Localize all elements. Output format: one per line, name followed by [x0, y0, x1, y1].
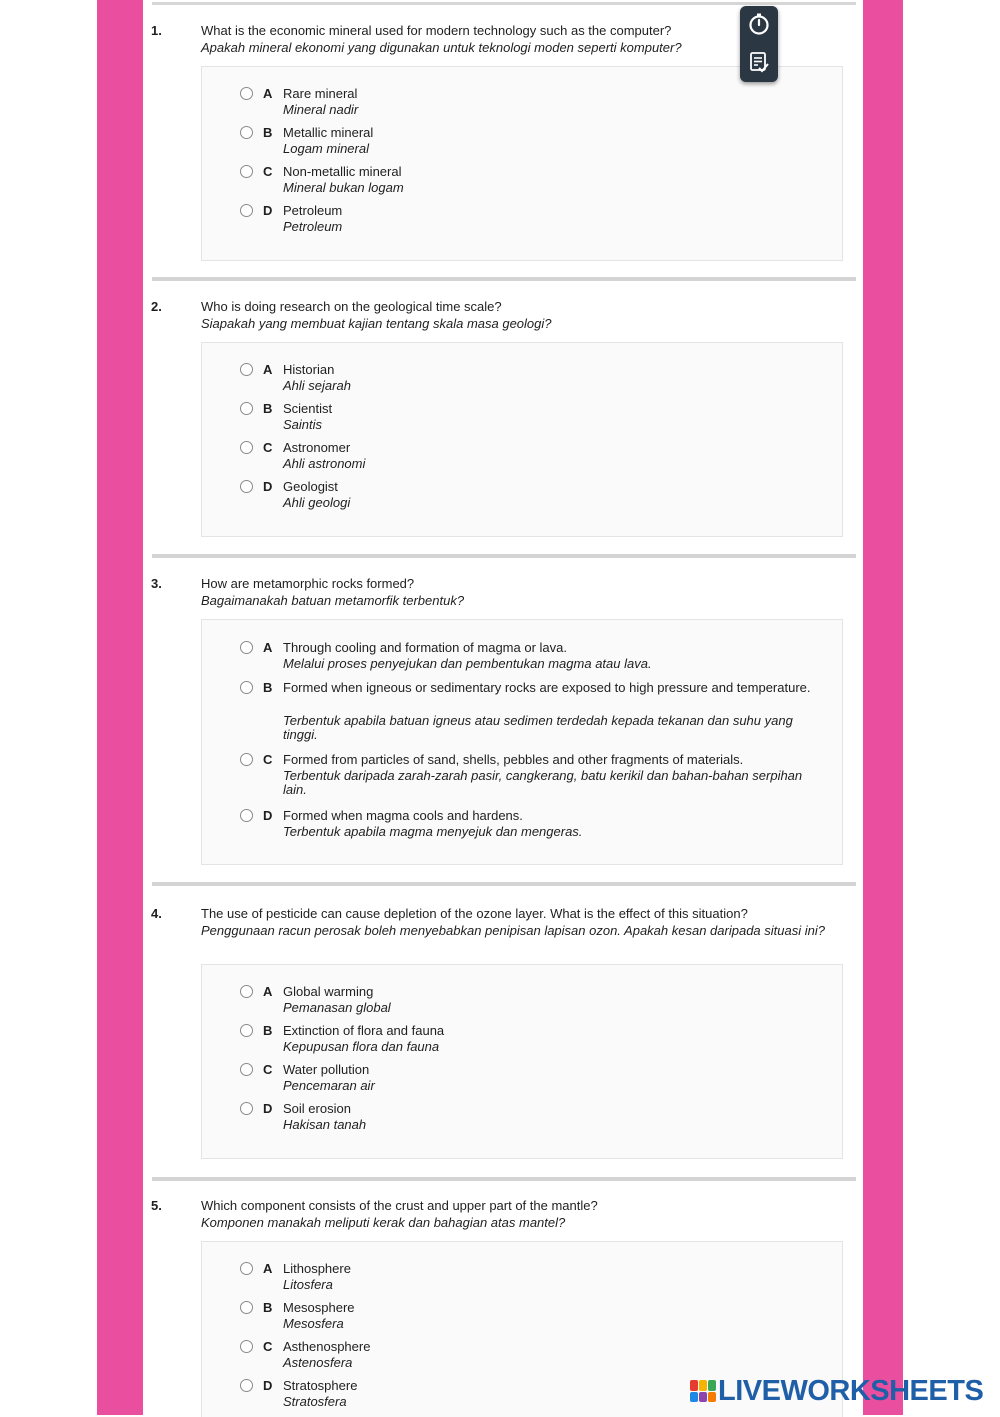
top-divider — [152, 2, 856, 5]
checklist-icon[interactable] — [747, 50, 771, 74]
option-text-en: Extinction of flora and fauna — [283, 1023, 445, 1038]
question-number: 5. — [151, 1198, 162, 1213]
logo-square — [708, 1392, 716, 1403]
question-text-en: How are metamorphic rocks formed? — [201, 576, 415, 591]
option-text-en: Stratosphere — [283, 1378, 358, 1393]
option-text-ms: Mesosfera — [283, 1316, 344, 1331]
question-divider — [152, 882, 856, 886]
brand-logo-icon — [690, 1380, 716, 1402]
brand-name: LIVEWORKSHEETS — [718, 1374, 984, 1407]
option-letter: D — [263, 1101, 273, 1116]
radio-button[interactable] — [240, 809, 253, 822]
option-text-ms: Petroleum — [283, 219, 343, 234]
option-letter: D — [263, 808, 273, 823]
question-divider — [152, 277, 856, 281]
radio-button[interactable] — [240, 480, 253, 493]
radio-button[interactable] — [240, 165, 253, 178]
option-text-ms: Pemanasan global — [283, 1000, 391, 1015]
question-number: 4. — [151, 906, 162, 921]
option-letter: C — [263, 440, 273, 455]
option-text-en: Formed from particles of sand, shells, pebbles and other fragments of materials. — [283, 752, 744, 767]
radio-button[interactable] — [240, 753, 253, 766]
option-text-ms: Ahli astronomi — [283, 456, 366, 471]
option-text-en: Soil erosion — [283, 1101, 351, 1116]
option-letter: D — [263, 479, 273, 494]
stopwatch-icon[interactable] — [747, 12, 771, 36]
radio-button[interactable] — [240, 1379, 253, 1392]
option-letter: C — [263, 1062, 273, 1077]
option-text-ms: Terbentuk apabila magma menyejuk dan mengeras. — [283, 824, 583, 839]
option-letter: A — [263, 640, 273, 655]
radio-button[interactable] — [240, 402, 253, 415]
option-text-en: Formed when magma cools and hardens. — [283, 808, 523, 823]
radio-button[interactable] — [240, 641, 253, 654]
radio-button[interactable] — [240, 126, 253, 139]
option-text-en: Scientist — [283, 401, 333, 416]
question-text-ms: Siapakah yang membuat kajian tentang skala masa geologi? — [201, 316, 552, 331]
radio-button[interactable] — [240, 681, 253, 694]
option-letter: B — [263, 680, 273, 695]
option-text-ms: Litosfera — [283, 1277, 333, 1292]
option-text-en: Asthenosphere — [283, 1339, 371, 1354]
question-text-en: Which component consists of the crust and upper part of the mantle? — [201, 1198, 598, 1213]
option-letter: C — [263, 1339, 273, 1354]
option-text-ms: Melalui proses penyejukan dan pembentukan magma atau lava. — [283, 656, 652, 671]
option-text-en: Metallic mineral — [283, 125, 374, 140]
floating-toolbar — [740, 6, 778, 82]
liveworksheets-brand — [690, 1375, 983, 1407]
option-letter: A — [263, 362, 273, 377]
option-text-ms: Hakisan tanah — [283, 1117, 367, 1132]
option-text-en: Non-metallic mineral — [283, 164, 402, 179]
option-text-ms: Saintis — [283, 417, 323, 432]
question-number: 3. — [151, 576, 162, 591]
option-letter: D — [263, 203, 273, 218]
question-text-ms: Bagaimanakah batuan metamorfik terbentuk? — [201, 593, 465, 608]
option-text-en: Petroleum — [283, 203, 343, 218]
option-text-ms: Kepupusan flora dan fauna — [283, 1039, 440, 1054]
option-text-ms: Astenosfera — [283, 1355, 353, 1370]
radio-button[interactable] — [240, 363, 253, 376]
radio-button[interactable] — [240, 204, 253, 217]
logo-square — [699, 1392, 707, 1403]
option-letter: B — [263, 125, 273, 140]
option-letter: A — [263, 86, 273, 101]
option-text-ms: Terbentuk apabila batuan igneus atau sedimen terdedah kepada tekanan dan suhu yang tinggi. — [283, 713, 793, 742]
option-text-en: Mesosphere — [283, 1300, 355, 1315]
radio-button[interactable] — [240, 87, 253, 100]
option-text-en: Historian — [283, 362, 335, 377]
option-text-en: Astronomer — [283, 440, 351, 455]
options-box — [201, 342, 843, 537]
question-text-ms: Penggunaan racun perosak boleh menyebabkan penipisan lapisan ozon. Apakah kesan daripada situasi ini? — [201, 923, 825, 938]
option-letter: B — [263, 1300, 273, 1315]
radio-button[interactable] — [240, 1262, 253, 1275]
option-text-ms: Ahli sejarah — [283, 378, 351, 393]
question-text-en: The use of pesticide can cause depletion of the ozone layer. What is the effect of this situation? — [201, 906, 748, 921]
option-letter: A — [263, 1261, 273, 1276]
option-text-en: Formed when igneous or sedimentary rocks are exposed to high pressure and temperature. — [283, 680, 811, 695]
options-box — [201, 66, 843, 261]
logo-square — [690, 1380, 698, 1391]
question-divider — [152, 554, 856, 558]
option-text-en: Through cooling and formation of magma or lava. — [283, 640, 567, 655]
question-text-en: What is the economic mineral used for modern technology such as the computer? — [201, 23, 672, 38]
option-text-ms: Terbentuk daripada zarah-zarah pasir, cangkerang, batu kerikil dan bahan-bahan serpihan lain. — [283, 768, 803, 797]
option-text-ms: Pencemaran air — [283, 1078, 375, 1093]
logo-square — [699, 1380, 707, 1391]
question-text-ms: Komponen manakah meliputi kerak dan bahagian atas mantel? — [201, 1215, 566, 1230]
option-text-en: Global warming — [283, 984, 374, 999]
question-number: 2. — [151, 299, 162, 314]
option-text-ms: Ahli geologi — [283, 495, 351, 510]
option-letter: B — [263, 1023, 273, 1038]
option-letter: D — [263, 1378, 273, 1393]
option-text-ms: Logam mineral — [283, 141, 369, 156]
option-text-en: Water pollution — [283, 1062, 370, 1077]
option-text-ms: Stratosfera — [283, 1394, 347, 1409]
option-letter: C — [263, 164, 273, 179]
logo-square — [690, 1392, 698, 1403]
option-letter: B — [263, 401, 273, 416]
radio-button[interactable] — [240, 441, 253, 454]
options-box — [201, 619, 843, 865]
radio-button[interactable] — [240, 985, 253, 998]
radio-button[interactable] — [240, 1102, 253, 1115]
question-text-ms: Apakah mineral ekonomi yang digunakan untuk teknologi moden seperti komputer? — [201, 40, 682, 55]
options-box — [201, 964, 843, 1159]
question-number: 1. — [151, 23, 162, 38]
logo-square — [708, 1380, 716, 1391]
option-letter: A — [263, 984, 273, 999]
option-text-en: Lithosphere — [283, 1261, 351, 1276]
option-text-ms: Mineral nadir — [283, 102, 359, 117]
radio-button[interactable] — [240, 1063, 253, 1076]
question-text-en: Who is doing research on the geological time scale? — [201, 299, 502, 314]
radio-button[interactable] — [240, 1301, 253, 1314]
option-letter: C — [263, 752, 273, 767]
option-text-en: Rare mineral — [283, 86, 358, 101]
radio-button[interactable] — [240, 1024, 253, 1037]
radio-button[interactable] — [240, 1340, 253, 1353]
option-text-en: Geologist — [283, 479, 338, 494]
right-accent-band — [863, 0, 903, 1415]
question-divider — [152, 1177, 856, 1181]
option-text-ms: Mineral bukan logam — [283, 180, 404, 195]
left-accent-band — [97, 0, 143, 1415]
